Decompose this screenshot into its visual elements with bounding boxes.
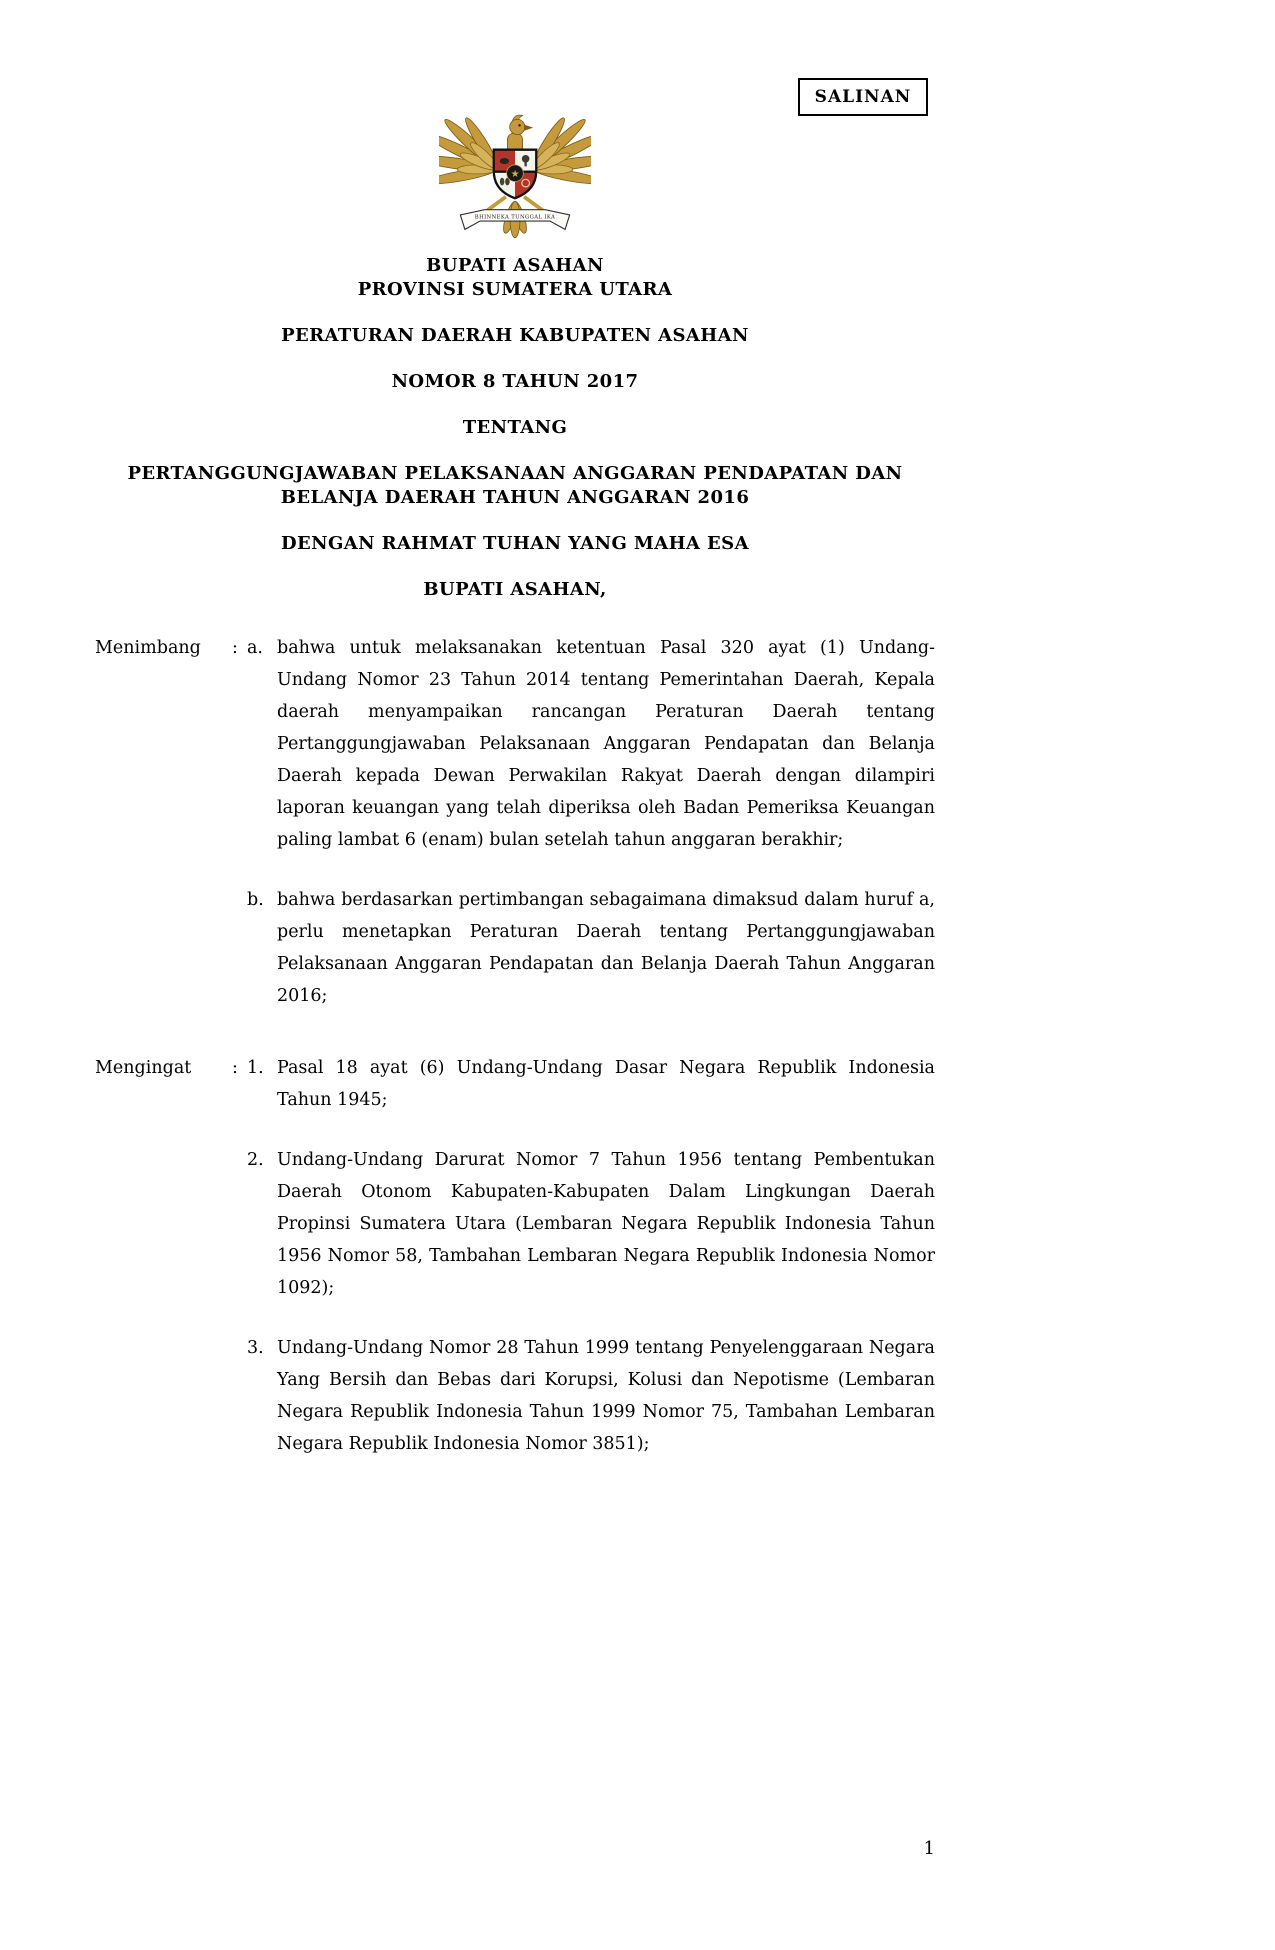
clause-marker: 2.: [247, 1150, 264, 1170]
doc-title: PERATURAN DAERAH KABUPATEN ASAHAN: [281, 325, 749, 346]
clause-marker: a.: [247, 638, 263, 658]
menimbang-label: Menimbang: [95, 638, 201, 658]
issuer-line: BUPATI ASAHAN,: [423, 579, 607, 600]
salinan-stamp-label: SALINAN: [814, 87, 912, 107]
label-spacer: [95, 1144, 232, 1304]
menimbang-clause-a: [95, 632, 935, 856]
letterhead: [95, 254, 935, 302]
clause-marker: b.: [247, 890, 264, 910]
mengingat-label: Mengingat: [95, 1058, 192, 1078]
label-spacer: [95, 884, 232, 1012]
clause-text: bahwa berdasarkan pertimbangan sebagaimana dimaksud dalam huruf a, perlu menetapkan Peraturan Daerah tentang Pertanggungjawaban Pelaksanaan Anggaran Pendapatan dan Belanja Daerah Tahun Anggaran 2016;: [277, 890, 935, 1006]
doc-number: NOMOR 8 TAHUN 2017: [391, 371, 639, 392]
salinan-stamp: [798, 78, 928, 116]
colon-spacer: [232, 884, 247, 1012]
page-number: 1: [923, 1838, 935, 1859]
colon-spacer: [232, 1144, 247, 1304]
letterhead-line-1: BUPATI ASAHAN: [426, 255, 604, 276]
tentang-label: TENTANG: [462, 417, 568, 438]
clause-marker: 3.: [247, 1338, 264, 1358]
garuda-pancasila-icon: [439, 92, 591, 240]
pancasila-shield: [494, 150, 537, 199]
colon-spacer: [232, 1332, 247, 1460]
menimbang-colon: :: [232, 638, 238, 658]
clause-text: Undang-Undang Nomor 28 Tahun 1999 tentang Penyelenggaraan Negara Yang Bersih dan Bebas dari Korupsi, Kolusi dan Nepotisme (Lembaran Negara Republik Indonesia Tahun 1999 Nomor 75, Tambahan Lembaran Negara Republik Indonesia Nomor 3851);: [277, 1338, 935, 1454]
clause-text: bahwa untuk melaksanakan ketentuan Pasal 320 ayat (1) Undang-Undang Nomor 23 Tahun 2014 tentang Pemerintahan Daerah, Kepala daerah menyampaikan rancangan Peraturan Daerah tentang Pertanggungjawaban Pelaksanaan Anggaran Pendapatan dan Belanja Daerah kepada Dewan Perwakilan Rakyat Daerah dengan dilampiri laporan keuangan yang telah diperiksa oleh Badan Pemeriksa Keuangan paling lambat 6 (enam) bulan setelah tahun anggaran berakhir;: [277, 638, 935, 850]
garuda-pancasila-emblem: [435, 92, 595, 240]
mengingat-clause-3: [95, 1332, 935, 1460]
clause-marker: 1.: [247, 1058, 264, 1078]
menimbang-clause-b: [95, 884, 935, 1012]
pancasila-star-icon: ★: [510, 169, 520, 181]
mengingat-clause-2: [95, 1144, 935, 1304]
grace-line: DENGAN RAHMAT TUHAN YANG MAHA ESA: [281, 533, 749, 554]
doc-subject: PERTANGGUNGJAWABAN PELAKSANAAN ANGGARAN PENDAPATAN DAN BELANJA DAERAH TAHUN ANGGARAN 2016: [127, 463, 903, 508]
garuda-right-wing: [529, 115, 591, 187]
clause-text: Undang-Undang Darurat Nomor 7 Tahun 1956 tentang Pembentukan Daerah Otonom Kabupaten-Kabupaten Dalam Lingkungan Daerah Propinsi Sumatera Utara (Lembaran Negara Republik Indonesia Tahun 1956 Nomor 58, Tambahan Lembaran Negara Republik Indonesia Nomor 1092);: [277, 1150, 935, 1298]
garuda-left-wing: [439, 115, 501, 187]
emblem-banner-text: BHINNEKA TUNGGAL IKA: [474, 214, 556, 221]
document-content: [95, 0, 935, 1460]
letterhead-line-2: PROVINSI SUMATERA UTARA: [357, 279, 673, 300]
mengingat-clause-1: [95, 1052, 935, 1116]
clause-text: Pasal 18 ayat (6) Undang-Undang Dasar Negara Republik Indonesia Tahun 1945;: [277, 1058, 935, 1110]
label-spacer: [95, 1332, 232, 1460]
mengingat-colon: :: [232, 1058, 238, 1078]
